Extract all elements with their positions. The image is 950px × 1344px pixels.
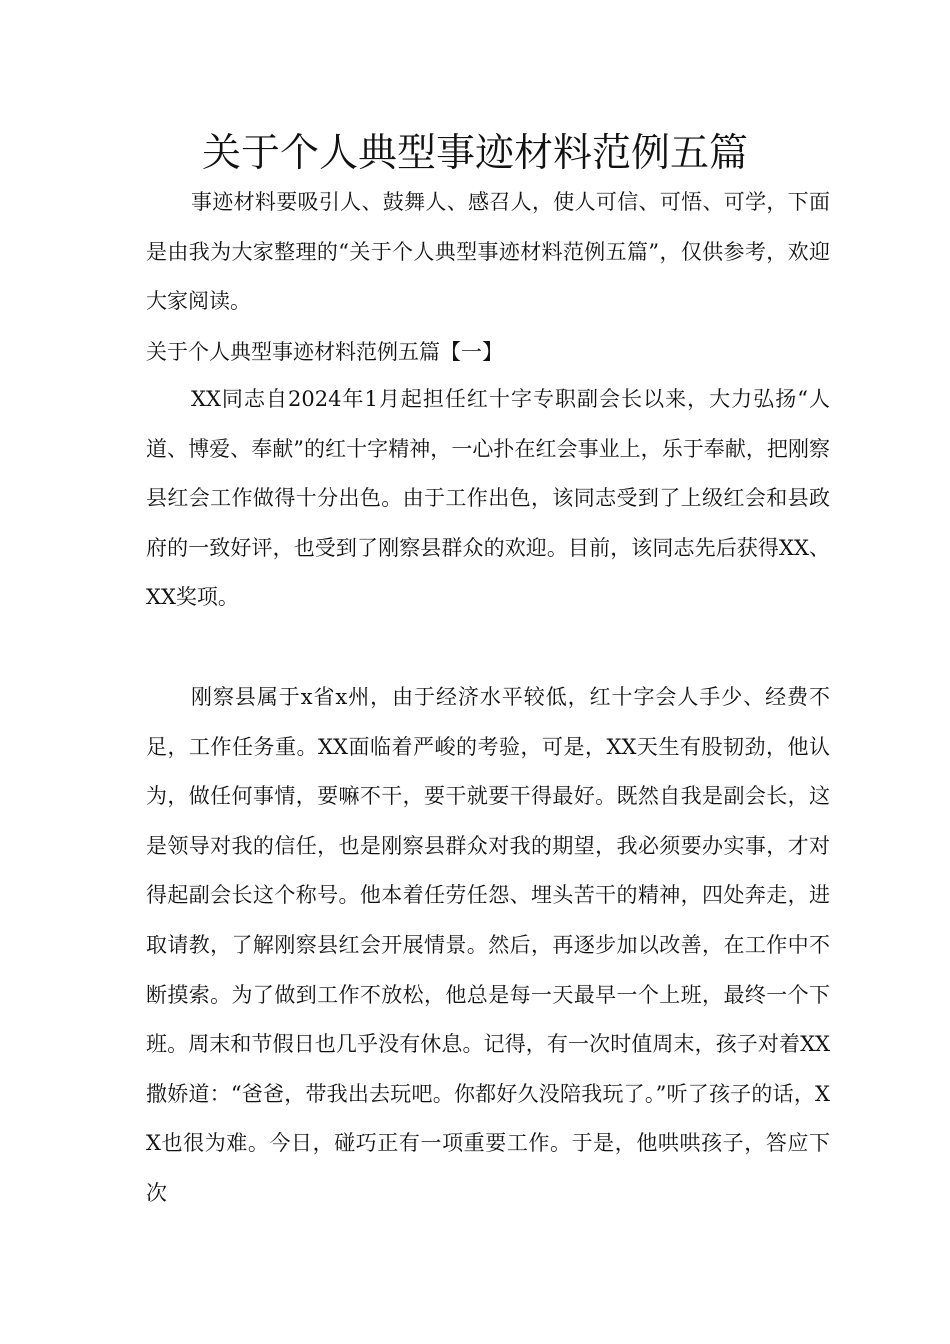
body-paragraph: 刚察县属于x省x州，由于经济水平较低，红十字会人手少、经费不足，工作任务重。XX面临着严峻的考验，可是，XX天生有股韧劲，他认为，做任何事情，要嘛不干，要干就要干得最好。既然自我是副会长，这是领导对我的信任，也是刚察县群众对我的期望，我必须要办实事，才对得起副会长这个称号。他本着任劳任怨、埋头苦干的精神，四处奔走，进取请教，了解刚察县红会开展情景。然后，再逐步加以改善，在工作中不断摸索。为了做到工作不放松，他总是每一天最早一个上班，最终一个下班。周末和节假日也几乎没有休息。记得，有一次时值周末，孩子对着XX撒娇道：“爸爸，带我出去玩吧。你都好久没陪我玩了。”听了孩子的话，XX也很为难。今日，碰巧正有一项重要工作。于是，他哄哄孩子，答应下次 — [146, 685, 830, 1205]
intro-paragraph: 事迹材料要吸引人、鼓舞人、感召人，使人可信、可悟、可学，下面是由我为大家整理的“关于个人典型事迹材料范例五篇”，仅供参考，欢迎大家阅读。 — [146, 190, 830, 314]
body-paragraph: XX同志自2024年1月起担任红十字专职副会长以来，大力弘扬“人道、博爱、奉献”的红十字精神，一心扑在红会事业上，乐于奉献，把刚察县红会工作做得十分出色。由于工作出色，该同志受到了上级红会和县政府的一致好评，也受到了刚察县群众的欢迎。目前，该同志先后获得XX、XX奖项。 — [146, 387, 830, 610]
section-heading: 关于个人典型事迹材料范例五篇【一】 — [146, 340, 503, 364]
document-title: 关于个人典型事迹材料范例五篇 — [201, 131, 748, 176]
